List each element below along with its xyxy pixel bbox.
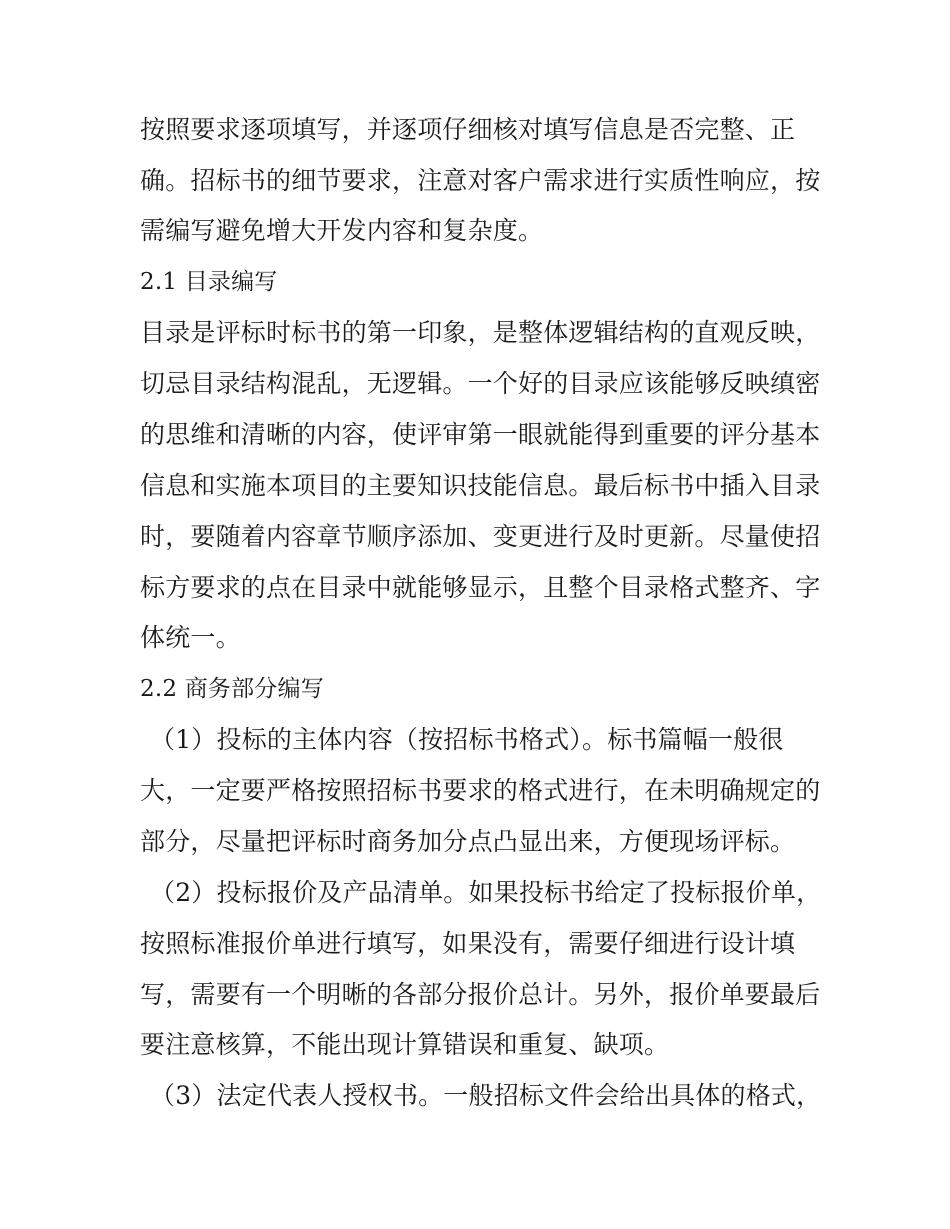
text-line: 按照要求逐项填写，并逐项仔细核对填写信息是否完整、正 [140,115,796,144]
text-line: 信息和实施本项目的主要知识技能信息。最后标书中插入目录 [140,471,821,500]
text-line: 写，需要有一个明晰的各部分报价总计。另外，报价单要最后 [140,980,821,1009]
text-line: 切忌目录结构混乱，无逻辑。一个好的目录应该能够反映缜密 [140,369,821,398]
text-line: 目录是评标时标书的第一印象，是整体逻辑结构的直观反映， [140,318,821,347]
text-line: 标方要求的点在目录中就能够显示，且整个目录格式整齐、字 [140,573,821,602]
list-item-1: （1）投标的主体内容（按招标书格式）。标书篇幅一般很 [150,725,784,754]
list-item-3: （3）法定代表人授权书。一般招标文件会给出具体的格式， [150,1081,822,1110]
text-line: 大，一定要严格按照招标书要求的格式进行，在未明确规定的 [140,776,821,805]
text-line: 需编写避免增大开发内容和复杂度。 [140,216,544,245]
section-heading-2-2: 2.2 商务部分编写 [140,676,324,702]
text-line: 的思维和清晰的内容，使评审第一眼就能得到重要的评分基本 [140,420,821,449]
text-line: 部分，尽量把评标时商务加分点凸显出来，方便现场评标。 [140,827,796,856]
text-line: 确。招标书的细节要求，注意对客户需求进行实质性响应，按 [140,166,821,195]
text-line: 体统一。 [140,623,241,652]
text-line: 时，要随着内容章节顺序添加、变更进行及时更新。尽量使招 [140,522,821,551]
list-item-2: （2）投标报价及产品清单。如果投标书给定了投标报价单， [150,878,822,907]
section-heading-2-1: 2.1 目录编写 [140,269,278,295]
text-line: 要注意核算，不能出现计算错误和重复、缺项。 [140,1030,670,1059]
text-line: 按照标准报价单进行填写，如果没有，需要仔细进行设计填 [140,929,796,958]
